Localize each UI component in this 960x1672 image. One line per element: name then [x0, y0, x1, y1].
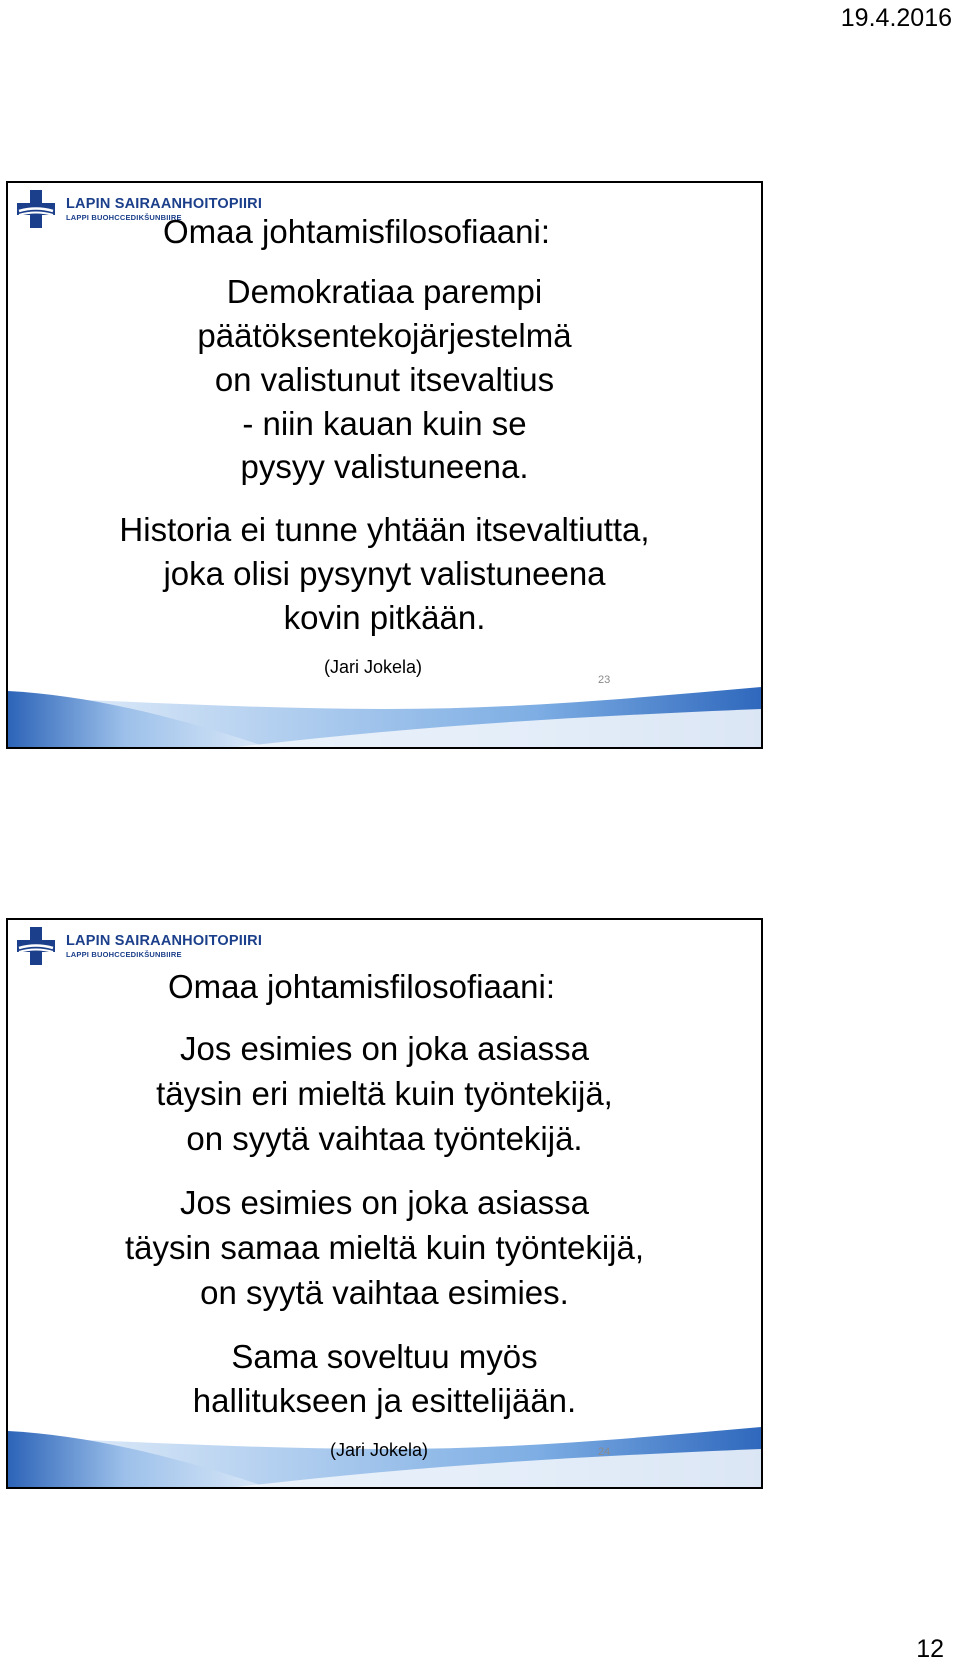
- slide-text-line: Demokratiaa parempi: [226, 273, 543, 310]
- slide-24: [6, 918, 763, 1489]
- slide-text-line: Jos esimies on joka asiassa: [179, 1030, 590, 1067]
- slide-text-line: hallitukseen ja esittelijään.: [192, 1382, 577, 1419]
- slide-text-line: kovin pitkään.: [283, 599, 486, 636]
- slide-title: Omaa johtamisfilosofiaani:: [168, 968, 556, 1005]
- slide-text-line: joka olisi pysynyt valistuneena: [163, 555, 606, 592]
- slide-text-line: täysin samaa mieltä kuin työntekijä,: [124, 1229, 645, 1266]
- slide-23: [6, 181, 763, 749]
- slide-text-line: täysin eri mieltä kuin työntekijä,: [156, 1075, 613, 1112]
- organization-logo: [16, 926, 262, 966]
- slide-text-line: pysyy valistuneena.: [240, 448, 529, 485]
- slide-text-line: Jos esimies on joka asiassa: [179, 1184, 590, 1221]
- logo-subtitle: LAPPI BUOHCCEDIKŠUNBIIRE: [66, 949, 182, 959]
- logo-name: LAPIN SAIRAANHOITOPIIRI: [66, 933, 263, 949]
- slide-text-line: on syytä vaihtaa työntekijä.: [186, 1120, 583, 1157]
- logo-name: LAPIN SAIRAANHOITOPIIRI: [66, 196, 263, 212]
- cross-logo-icon: [16, 926, 56, 966]
- slide-text-line: on valistunut itsevaltius: [214, 361, 555, 398]
- cross-logo-icon: [16, 189, 56, 229]
- slide-number: 24: [598, 1446, 611, 1458]
- slide-number: 23: [598, 674, 611, 686]
- slide-author: (Jari Jokela): [324, 657, 423, 677]
- slide-text-line: on syytä vaihtaa esimies.: [200, 1274, 569, 1311]
- slide-text-line: Historia ei tunne yhtään itsevaltiutta,: [119, 511, 650, 548]
- slide-title: Omaa johtamisfilosofiaani:: [163, 213, 551, 250]
- logo-subtitle: LAPPI BUOHCCEDIKŠUNBIIRE: [66, 212, 182, 222]
- slide-text-line: Sama soveltuu myös: [231, 1338, 538, 1375]
- page-date: 19.4.2016: [840, 4, 952, 32]
- slide-text-line: päätöksentekojärjestelmä: [197, 317, 572, 354]
- slide-text-line: - niin kauan kuin se: [242, 405, 527, 442]
- page-number: 12: [916, 1635, 944, 1663]
- slide-author: (Jari Jokela): [330, 1440, 429, 1460]
- footer-wave: [8, 687, 761, 747]
